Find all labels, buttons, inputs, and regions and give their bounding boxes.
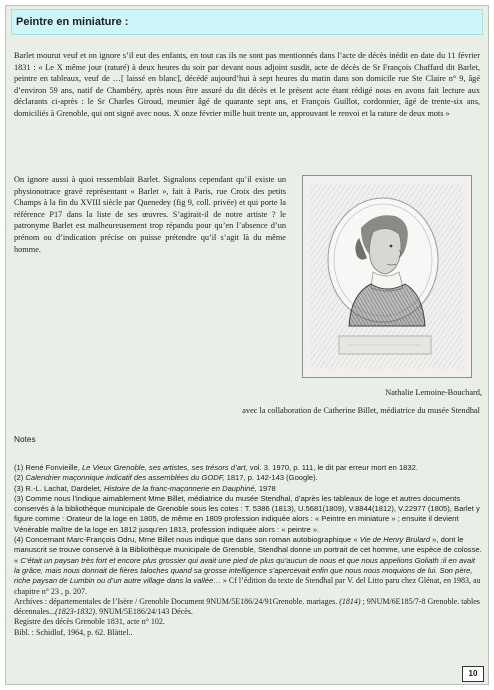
section-heading: Peintre en miniature : bbox=[11, 9, 483, 35]
note-3a: (3) R.-L. Lachat, Dardelet, Histoire de la franc-maçonnerie en Dauphiné, 1978 bbox=[14, 483, 276, 493]
page-number: 10 bbox=[462, 666, 484, 682]
bibliography-line: Bibl. : Schidlof, 1964, p. 62. Blättel.. bbox=[14, 627, 133, 637]
note-3b: (3) Comme nous l’indique aimablement Mme Billet, médiatrice du musée Stendhal, d’après les tableaux de loge et autres documents conservés à la bibliothèque municipale de Grenoble sous les cotes : T. 5386 (1813), U.5681(1809), V.8844(1812), V.22977 (1805), Barlet y figure comme : Orateur de la loge en 1805, de même en 1809 profession indiquée alors : « Peintre en miniature » ; ensuite il devient Vénérable maître de la loge en 1812 jusqu’en 1813, profession indiquée alors : « peintre ». bbox=[14, 493, 480, 534]
notes-heading: Notes bbox=[14, 434, 36, 444]
note-1: (1) René Fonvieille, Le Vieux Grenoble, ses artistes, ses trésors d’art, vol. 3. 1970, p. 111, le dit par erreur mort en 1832. bbox=[14, 463, 418, 472]
paragraph-portrait-discussion: On ignore aussi à quoi ressemblait Barlet. Signalons cependant qu’il existe un physionotrace gravé représentant « Barlet », fait à Paris, rue Croix des petits Champs à la fin du XVIII siècle par Quenedey (fig 9, coll. privée) et qui porte la référence P17 dans la liste de ses œuvres. S’agirait-il de notre artiste ? le patronyme Barlet est malheureusement trop répandu pour qu’en l’absence d’un prénom ou d’indication précise on puisse prétendre qu’il s’agit là du même homme. bbox=[14, 175, 286, 254]
notes-list bbox=[14, 463, 482, 638]
collaboration-credit: avec la collaboration de Catherine Billet, médiatrice du musée Stendhal bbox=[242, 406, 480, 415]
portrait-image bbox=[302, 175, 472, 378]
note-4: (4) Concernant Marc-François Odru, Mme Billet nous indique que dans son roman autobiographique « Vie de Henry Brulard », dont le manuscrit se trouve conservé à la Bibliothèque municipale de Grenoble, Stendhal donne un portrait de cet homme, une espèce de colosse. « C’était un paysan très fort et encore plus grossier qui avait une pied de plus qu’aucun de nous et que nous appelions Goliath :il en avait la grâce, mais nous donnait de fières taloches quand sa grosse intelligence s’apercevait enfin que nous nous moquions de lui. Son père, riche paysan de Lumbin ou d’un autre village dans la vallée… » Cf l’édition du texte de Stendhal par V. del Litto paru chez Glénat, en 1983, au chapitre n° 23 , p. 207. bbox=[14, 535, 482, 596]
archives-line: Archives : départementales de l’Isère / Grenoble Document 9NUM/5E186/24/91Grenoble. mariages. (1814) ; 9NUM/6E185/7-8 Grenoble. tables décennales...(1823-1832). 9NUM/5E186/24/143 Décès. bbox=[14, 596, 480, 617]
paragraph-death-record: Barlet mourut veuf et on ignore s’il eut des enfants, en tout cas ils ne sont pas mentionnés dans l’acte de décès inédit en date du 11 février 1831 : « Le X même jour (raturé) à deux heures du soir par devant nous adjoint susdit, acte de décès de Sr François Chaffard dit Barlet, peintre en tableaux, veuf de …[ laissé en blanc], décédé aujourd’hui à sept heures du matin dans son domicile rue Ste Claire n° 9, âgé d’environ 59 ans, natif de Chambéry, après nous être assuré du dit décès et le présent acte étant rédigé nous en avons fait lecture aux déclarants ci-après : le Sr Charles Giroud, meunier âgé de quarante sept ans, et François Guillot, cordonnier, âgé de trente-six ans, domiciliés à Grenoble, qui ont signé avec nous. X onze février mille huit trente un, approuvant le renvoi et la rature de deux mots » bbox=[14, 51, 480, 118]
note-2: (2) Calendrier maçonnique indicatif des assemblées du GODF, 1817, p. 142-143 (Google). bbox=[14, 473, 318, 483]
author-signature: Nathalie Lemoine-Bouchard, bbox=[385, 388, 482, 397]
engraved-portrait-medallion-icon bbox=[303, 176, 471, 377]
registre-line: Registre des décès Grenoble 1831, acte n° 102. bbox=[14, 617, 165, 627]
